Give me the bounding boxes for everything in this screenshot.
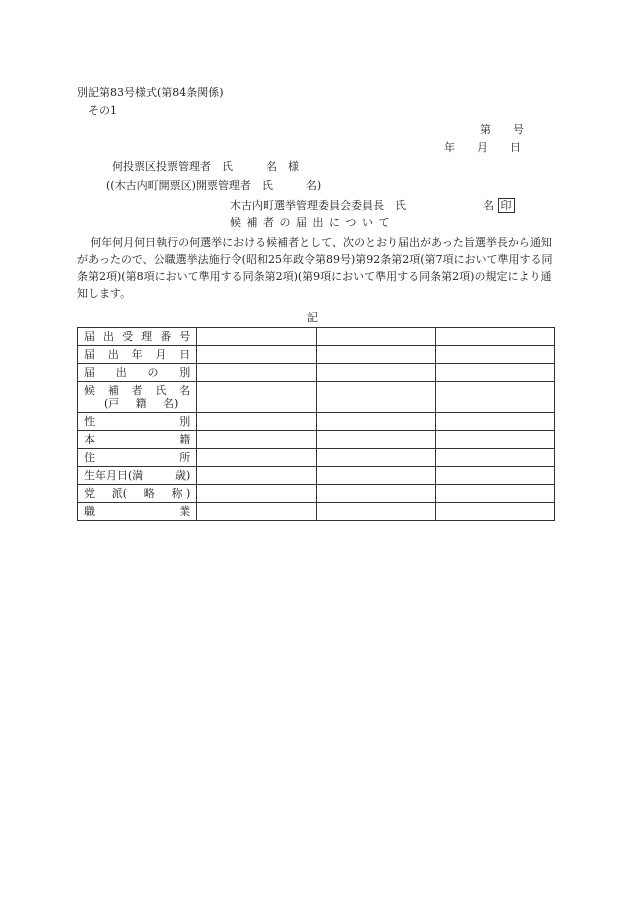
table-cell xyxy=(197,413,316,431)
table-row xyxy=(78,467,555,485)
addressee-line-1: 何投票区投票管理者 氏 名 様 xyxy=(112,160,299,173)
table-cell xyxy=(197,328,316,346)
table-cell xyxy=(435,485,554,503)
seal-mark: 印 xyxy=(498,198,515,213)
date-line: 年 月 日 xyxy=(444,141,521,154)
table-cell xyxy=(435,467,554,485)
table-row xyxy=(78,364,555,382)
row-label-birth-date: 生年月日(満 歳) xyxy=(78,467,197,485)
table-cell xyxy=(316,431,435,449)
table-cell xyxy=(316,382,435,413)
row-label-filing-type: 届 出 の 別 xyxy=(78,364,197,382)
row-label-occupation: 職 業 xyxy=(78,503,197,521)
body-paragraph: 何年何月何日執行の何選挙における候補者として、次のとおり届出があった旨選挙長から通知があったので、公職選挙法施行令(昭和25年政令第89号)第92条第2項(第7項において準用する同条第2項)(第8項において準用する同条第2項)(第9項において準用する同条第2項)の規定により通知します。 xyxy=(77,236,553,300)
table-cell xyxy=(197,382,316,413)
table-row xyxy=(78,431,555,449)
table-cell xyxy=(316,449,435,467)
row-label-filing-date: 届 出 年 月 日 xyxy=(78,346,197,364)
form-reference: 別記第83号様式(第84条関係) xyxy=(77,86,224,99)
table-cell xyxy=(197,431,316,449)
row-label-address: 住 所 xyxy=(78,449,197,467)
table-cell xyxy=(316,485,435,503)
table-cell xyxy=(435,413,554,431)
table-cell xyxy=(197,346,316,364)
row-label-candidate-name: 候 補 者 氏 名 (戸 籍 名) xyxy=(78,382,197,413)
table-cell xyxy=(435,449,554,467)
table-cell xyxy=(316,503,435,521)
table-cell xyxy=(316,413,435,431)
row-label-registered-domicile: 本 籍 xyxy=(78,431,197,449)
table-row xyxy=(78,382,555,413)
row-label-receipt-number: 届 出 受 理 番 号 xyxy=(78,328,197,346)
table-cell xyxy=(316,467,435,485)
table-row xyxy=(78,413,555,431)
table-cell xyxy=(435,382,554,413)
number-line: 第 号 xyxy=(480,123,524,136)
table-cell xyxy=(316,328,435,346)
subject-heading: 候 補 者 の 届 出 に つ い て xyxy=(230,216,391,229)
addressee-line-2: ((木古内町開票区)開票管理者 氏 名) xyxy=(106,179,322,192)
sender-title: 木古内町選挙管理委員会委員長 氏 名 xyxy=(230,199,494,212)
table-row xyxy=(78,503,555,521)
row-label-party: 党 派( 略 称 ) xyxy=(78,485,197,503)
table-cell xyxy=(197,449,316,467)
table-cell xyxy=(435,346,554,364)
row-label-sex: 性 別 xyxy=(78,413,197,431)
table-cell xyxy=(197,485,316,503)
ki-heading: 記 xyxy=(307,311,318,324)
table-row xyxy=(78,449,555,467)
table-row xyxy=(78,346,555,364)
notification-table xyxy=(77,327,555,521)
table-row xyxy=(78,328,555,346)
table-cell xyxy=(316,346,435,364)
table-cell xyxy=(197,467,316,485)
table-cell xyxy=(316,364,435,382)
part-label: その1 xyxy=(88,104,117,117)
sender-line xyxy=(230,198,515,213)
table-cell xyxy=(435,503,554,521)
table-cell xyxy=(435,431,554,449)
table-cell xyxy=(435,328,554,346)
table-row xyxy=(78,485,555,503)
table-cell xyxy=(197,364,316,382)
table-cell xyxy=(197,503,316,521)
table-cell xyxy=(435,364,554,382)
